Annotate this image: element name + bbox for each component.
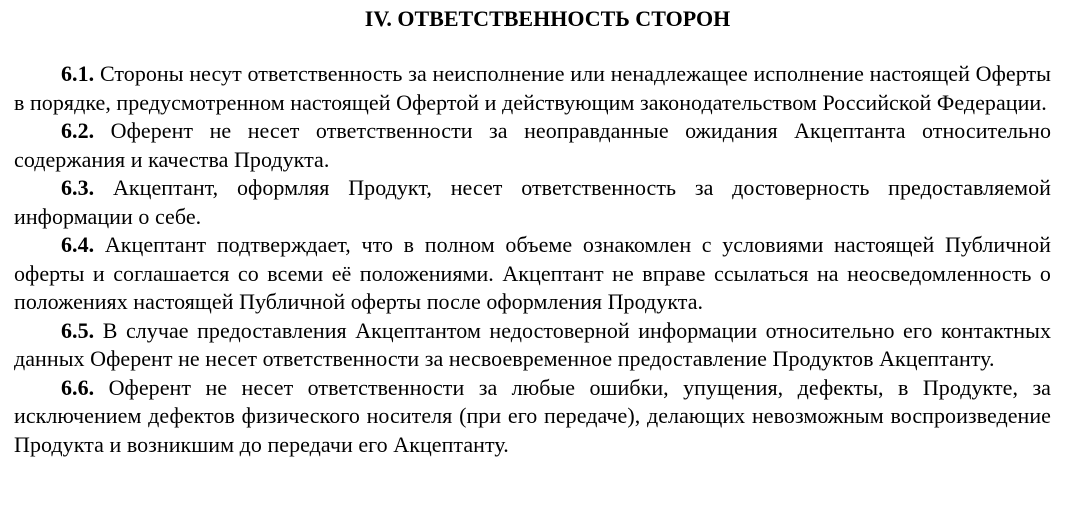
clause-6-3 xyxy=(14,174,1051,231)
clause-text: Стороны несут ответственность за неисполнение или ненадлежащее исполнение настоящей Оферты в порядке, предусмотренном настоящей Офертой и действующим законодательством Российской Федерации. xyxy=(14,61,1051,115)
clause-number: 6.3. xyxy=(61,175,95,200)
clause-number: 6.4. xyxy=(61,232,95,257)
clause-6-2 xyxy=(14,117,1051,174)
clause-6-5 xyxy=(14,317,1051,374)
clause-number: 6.6. xyxy=(61,374,95,400)
clause-text: Оферент не несет ответственности за любые ошибки, упущения, дефекты, в Продукте, за исключением дефектов физического носителя (при его передаче), делающих невозможным воспроизведение Продукта и возникшим до передачи его Акцептанту. xyxy=(14,374,1051,457)
clause-number: 6.1. xyxy=(61,61,95,86)
clause-6-6 xyxy=(14,374,1051,460)
clause-text: Акцептант подтверждает, что в полном объеме ознакомлен с условиями настоящей Публичной оферты и соглашается со всеми её положениями. Акцептант не вправе ссылаться на неосведомленность о положениях настоящей Публичной оферты после оформления Продукта. xyxy=(14,232,1051,314)
clause-text: В случае предоставления Акцептантом недостоверной информации относительно его контактных данных Оферент не несет ответственности за несвоевременное предоставление Продуктов Акцептанту. xyxy=(14,317,1051,371)
clause-text: Акцептант, оформляя Продукт, несет ответственность за достоверность предоставляемой информации о себе. xyxy=(14,175,1051,229)
section-title: IV. ОТВЕТСТВЕННОСТЬ СТОРОН xyxy=(364,6,731,31)
clause-6-1 xyxy=(14,60,1051,117)
clause-6-4 xyxy=(14,231,1051,317)
clause-text: Оферент не несет ответственности за неоправданные ожидания Акцептанта относительно содержания и качества Продукта. xyxy=(14,118,1051,172)
clause-number: 6.5. xyxy=(61,317,95,343)
clause-number: 6.2. xyxy=(61,118,95,143)
